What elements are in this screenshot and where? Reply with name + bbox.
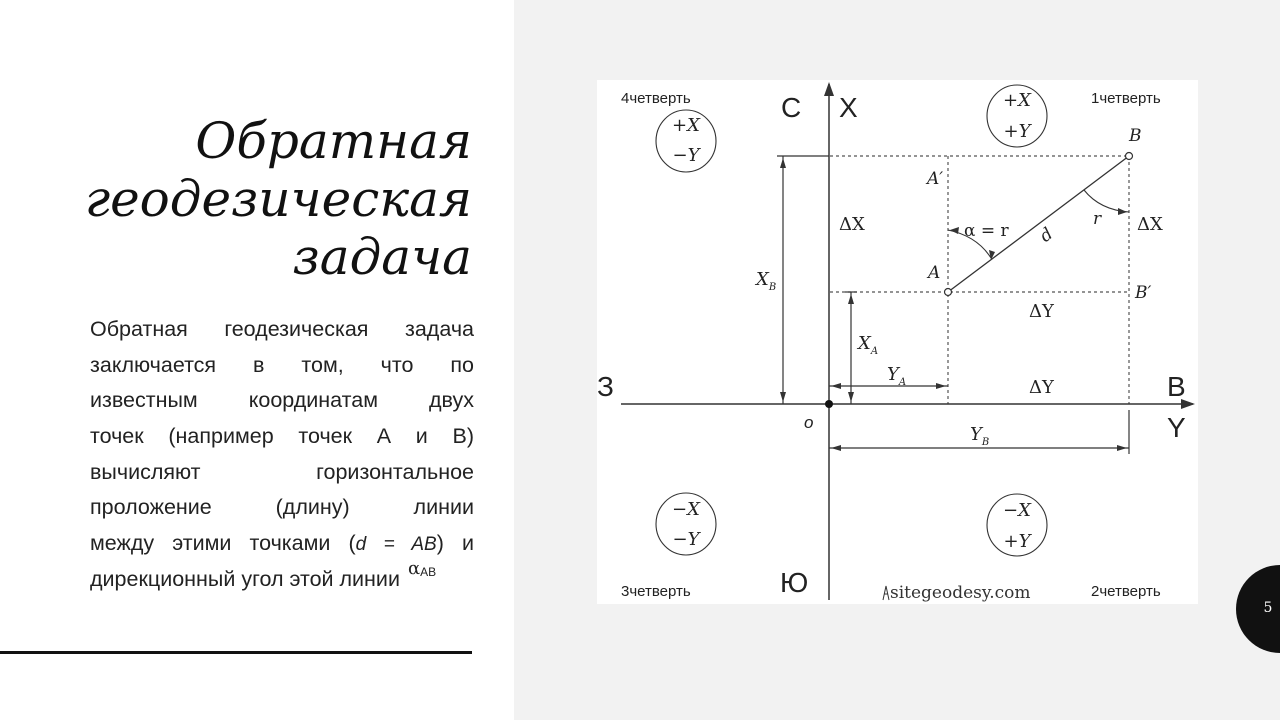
q4-sign-y: −Y xyxy=(672,145,700,166)
arrow-ya-left xyxy=(831,383,841,389)
x-axis-arrow xyxy=(824,82,834,96)
dimension-arrows xyxy=(780,158,1127,451)
point-b-prime-label: B′ xyxy=(1135,283,1152,303)
q4-sign-x: +X xyxy=(672,115,700,136)
quadrant-signs xyxy=(672,90,1033,552)
delta-x-left: ΔX xyxy=(839,214,865,235)
alpha-ab-symbol xyxy=(408,558,436,579)
alpha-glyph: α xyxy=(407,557,421,579)
body-line-4: точек (например точек А и В) xyxy=(90,424,474,449)
arc-r xyxy=(1084,190,1129,212)
slide-title xyxy=(52,112,472,286)
q1-sign-x: +X xyxy=(1003,90,1031,111)
distance-d-label: d xyxy=(1036,224,1057,247)
alpha-subscript: AB xyxy=(420,564,437,579)
point-labels xyxy=(925,126,1151,303)
xb-main: X xyxy=(756,269,769,290)
q3-sign-y: −Y xyxy=(672,529,700,550)
ya-label xyxy=(887,364,906,388)
point-a-prime-label: A′ xyxy=(927,169,944,189)
point-b-marker xyxy=(1126,153,1133,160)
delta-x-right: ΔX xyxy=(1137,214,1163,235)
body-paragraph xyxy=(90,312,474,598)
body-line-3: известным координатам двух xyxy=(90,388,474,413)
diagram-svg xyxy=(597,80,1198,604)
coordinate-labels xyxy=(754,269,989,448)
delta-y-lower: ΔY xyxy=(1029,377,1054,398)
yb-label xyxy=(970,424,989,448)
axis-south-label: Ю xyxy=(780,567,809,598)
yb-sub: B xyxy=(981,437,990,448)
geodesy-diagram xyxy=(597,80,1198,604)
watermark xyxy=(883,583,1031,603)
bottom-divider xyxy=(0,651,472,654)
arrow-yb-right xyxy=(1117,445,1127,451)
title-line-1: Обратная xyxy=(195,112,472,170)
body-line-2: заключается в том, что по xyxy=(90,352,474,377)
axis-west-label: З xyxy=(597,371,614,402)
xa-main: X xyxy=(858,333,871,354)
quadrant-4-label: 4четверть xyxy=(621,90,691,107)
quadrant-names xyxy=(621,90,1161,600)
delta-y-upper: ΔY xyxy=(1029,301,1054,322)
yb-main: Y xyxy=(970,424,982,445)
origin-label: o xyxy=(804,413,814,432)
watermark-text: sitegeodesy.com xyxy=(890,583,1031,603)
page-number: 5 xyxy=(1263,600,1273,616)
arrow-xb-bottom xyxy=(780,392,786,402)
axis-letters xyxy=(597,92,1186,598)
quadrant-1-label: 1четверть xyxy=(1091,90,1161,107)
arrow-xb-top xyxy=(780,158,786,168)
watermark-tripod-icon xyxy=(883,586,889,600)
point-b-label: B xyxy=(1129,126,1142,146)
q1-sign-y: +Y xyxy=(1003,121,1031,142)
arrow-yb-left xyxy=(831,445,841,451)
point-a-marker xyxy=(945,289,952,296)
xa-sub: A xyxy=(870,346,879,357)
axes xyxy=(621,84,1193,600)
body-line-5: вычисляют горизонтальное xyxy=(90,459,474,484)
quadrant-3-label: 3четверть xyxy=(621,583,691,600)
line7-suffix: ) и xyxy=(436,531,474,556)
q3-sign-x: −X xyxy=(672,499,700,520)
ya-main: Y xyxy=(887,364,899,385)
body-line-7 xyxy=(90,526,474,562)
title-line-3: задача xyxy=(292,228,472,286)
line7-prefix: между этими точками ( xyxy=(90,531,356,556)
arrow-xa-top xyxy=(848,294,854,304)
angle-r-label: r xyxy=(1093,209,1102,229)
axis-north-label: С xyxy=(781,92,802,123)
xb-label xyxy=(754,269,776,293)
xb-sub: B xyxy=(768,282,777,293)
axis-y-label: Y xyxy=(1167,412,1186,443)
body-line-6: проложение (длину) линии xyxy=(90,495,474,520)
dimension-lines xyxy=(777,156,1129,454)
q2-sign-y: +Y xyxy=(1003,531,1031,552)
q2-sign-x: −X xyxy=(1003,500,1031,521)
body-line-8 xyxy=(90,557,474,598)
origin-dot xyxy=(825,400,833,408)
body-line-1: Обратная геодезическая задача xyxy=(90,317,474,341)
formula-d-ab: d = AB xyxy=(355,534,437,556)
alpha-equals-r-label: α = r xyxy=(964,221,1009,241)
quadrant-2-label: 2четверть xyxy=(1091,583,1161,600)
ya-sub: A xyxy=(898,377,907,388)
arc-r-arrow xyxy=(1118,208,1127,215)
axis-east-label: В xyxy=(1167,371,1186,402)
line8-text: дирекционный угол этой линии xyxy=(90,566,400,591)
arrow-ya-right xyxy=(936,383,946,389)
dotted-guides xyxy=(830,156,1129,404)
arc-alpha-arrow xyxy=(950,227,959,234)
arrow-xa-bottom xyxy=(848,392,854,402)
point-a-label: A xyxy=(928,263,941,283)
xa-label xyxy=(856,333,878,357)
axis-x-label: X xyxy=(839,92,858,123)
title-line-2: геодезическая xyxy=(84,170,472,228)
